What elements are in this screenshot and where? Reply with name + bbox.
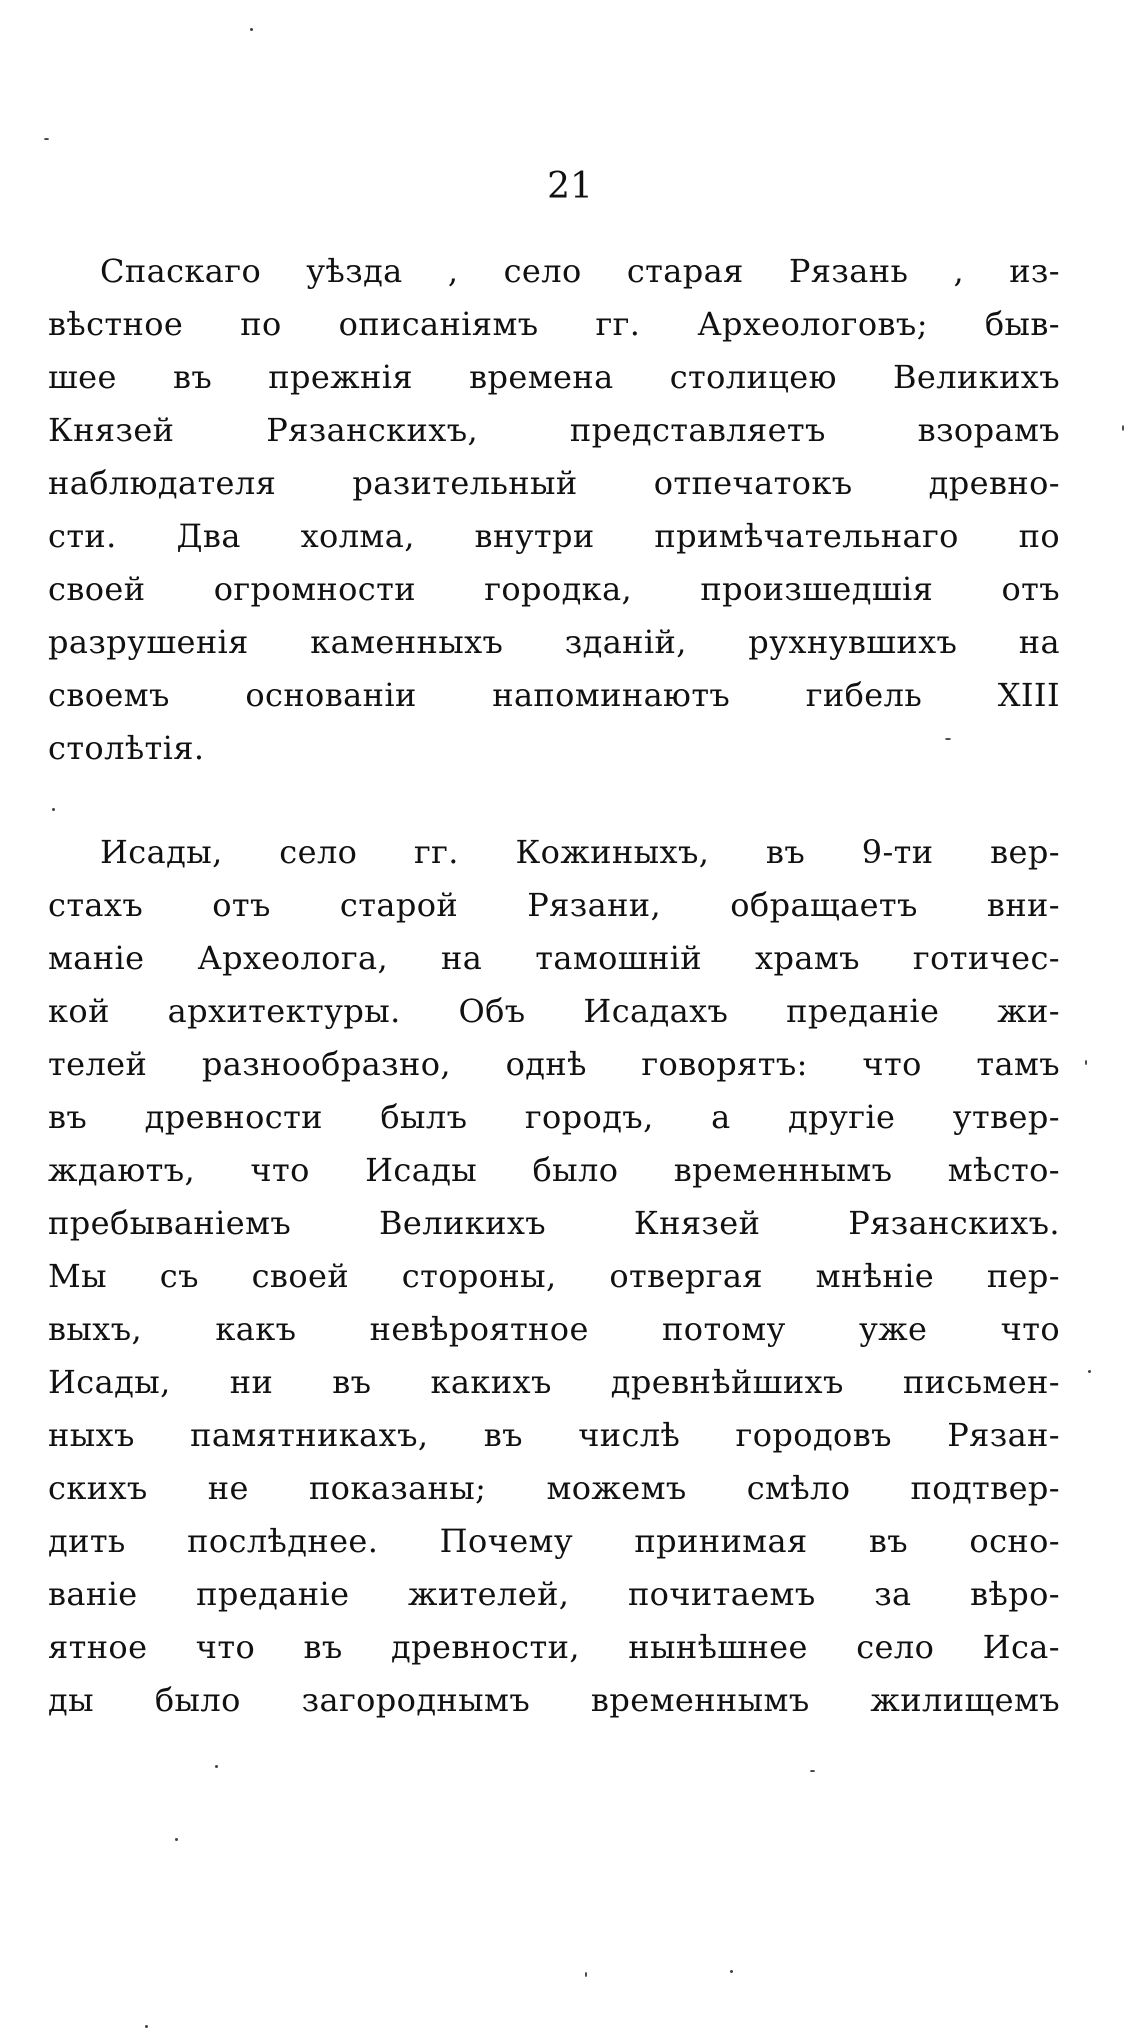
text-line: вѣстное по описаніямъ гг. Археологовъ; быв- [48,305,1060,343]
text-line: выхъ, какъ невѣроятное потому уже что [48,1310,1060,1348]
scan-speck [175,1838,178,1841]
text-line: разрушенія каменныхъ зданій, рухнувшихъ на [48,623,1060,661]
scan-speck [250,28,253,31]
paragraph-spasskago [48,245,1060,775]
text-line: телей разнообразно, однѣ говорятъ: что тамъ [48,1045,1060,1083]
text-line: стахъ отъ старой Рязани, обращаетъ вни- [48,886,1060,924]
text-line: ныхъ памятникахъ, въ числѣ городовъ Рязан- [48,1416,1060,1454]
paragraph-isady [48,826,1060,1727]
page-number: 21 [547,166,593,207]
text-line: кой архитектуры. Объ Исадахъ преданіе жи- [48,992,1060,1030]
scan-speck [145,2025,148,2028]
text-line: маніе Археолога, на тамошній храмъ готичес- [48,939,1060,977]
scan-speck [215,1765,218,1768]
text-line: Исады, село гг. Кожиныхъ, въ 9-ти вер- [100,833,1060,871]
scan-speck [1088,1370,1091,1373]
scan-speck [945,738,951,740]
text-line: сти. Два холма, внутри примѣчательнаго по [48,517,1060,555]
scan-speck [810,1770,815,1772]
text-line: ятное что въ древности, нынѣшнее село Иса- [48,1628,1060,1666]
text-line: своей огромности городка, произшедшія отъ [48,570,1060,608]
text-line: Исады, ни въ какихъ древнѣйшихъ письмен- [48,1363,1060,1401]
text-line: Мы съ своей стороны, отвергая мнѣніе пер- [48,1257,1060,1295]
text-line: ваніе преданіе жителей, почитаемъ за вѣро- [48,1575,1060,1613]
text-line: пребываніемъ Великихъ Князей Рязанскихъ. [48,1204,1060,1242]
text-line: столѣтія. [48,729,205,767]
scan-speck [1085,1060,1087,1065]
text-line: ды было загороднымъ временнымъ жилищемъ [48,1681,1060,1719]
scan-speck [730,1970,733,1973]
text-line: Князей Рязанскихъ, представляетъ взорамъ [48,411,1060,449]
text-line: ждаютъ, что Исады было временнымъ мѣсто- [48,1151,1060,1189]
text-line: наблюдателя разительный отпечатокъ древно- [48,464,1060,502]
text-line: Спаскаго уѣзда , село старая Рязань , из- [100,252,1060,290]
text-line: скихъ не показаны; можемъ смѣло подтвер- [48,1469,1060,1507]
text-line: въ древности былъ городъ, а другіе утвер- [48,1098,1060,1136]
text-line: своемъ основаніи напоминаютъ гибель XIII [48,676,1060,714]
scan-speck [585,1972,587,1977]
text-line: шее въ прежнія времена столицею Великихъ [48,358,1060,396]
scan-speck [1122,425,1124,431]
scan-speck [44,138,49,140]
scan-speck [52,808,55,811]
text-line: дить послѣднее. Почему принимая въ осно- [48,1522,1060,1560]
